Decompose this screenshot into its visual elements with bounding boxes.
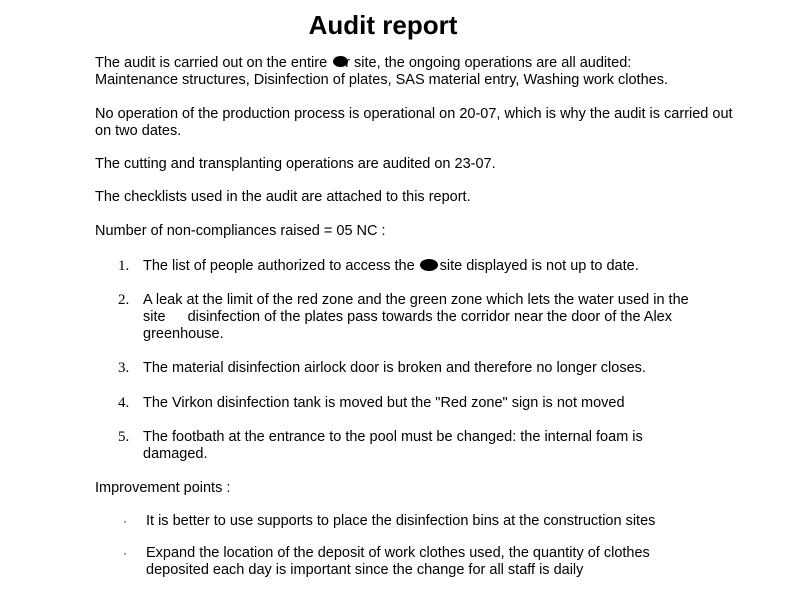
improvement-item-text: [146, 545, 716, 579]
intro-paragraph: [95, 55, 735, 89]
nc-item-number: 1.: [118, 258, 130, 274]
nc-item-5-line1: The footbath at the entrance to the pool must be changed: the internal foam is: [143, 429, 643, 445]
nc-item-number: 5.: [118, 429, 130, 445]
intro-text-line2: Maintenance structures, Disinfection of plates, SAS material entry, Washing work clothes.: [95, 72, 668, 88]
nc-item-1-part1: The list of people authorized to access the: [143, 258, 415, 274]
improvement-item-text: It is better to use supports to place the disinfection bins at the construction sites: [146, 513, 656, 529]
redaction-mark: [420, 259, 438, 271]
nc-item-text: [143, 258, 718, 275]
nc-item-text: [143, 429, 718, 463]
nc-count-paragraph: Number of non-compliances raised = 05 NC :: [95, 223, 386, 239]
intro-text-part1: The audit is carried out on the entire: [95, 55, 332, 71]
nc-item-text: The Virkon disinfection tank is moved but the "Red zone" sign is not moved: [143, 395, 625, 411]
improvement-heading: Improvement points :: [95, 480, 231, 496]
nc-item-2-line2a: site: [143, 309, 166, 325]
improvement-item-2-line2: deposited each day is important since the change for all staff is daily: [146, 562, 584, 578]
checklists-paragraph: The checklists used in the audit are attached to this report.: [95, 189, 471, 205]
intro-text-part2: r site, the ongoing operations are all audited:: [345, 55, 632, 71]
nc-item-text: [143, 292, 718, 343]
nc-item-number: 2.: [118, 292, 130, 308]
bullet-mark: ·: [123, 546, 127, 560]
nc-item-1-part2: site displayed is not up to date.: [439, 258, 639, 274]
cutting-paragraph: The cutting and transplanting operations are audited on 23-07.: [95, 156, 496, 172]
nc-item-2-line3: greenhouse.: [143, 326, 224, 342]
nc-item-number: 4.: [118, 395, 130, 411]
nc-item-text: The material disinfection airlock door is broken and therefore no longer closes.: [143, 360, 646, 376]
bullet-mark: ·: [123, 514, 127, 528]
nc-item-2-line2b: disinfection of the plates pass towards the corridor near the door of the Alex: [187, 309, 672, 325]
nc-item-5-line2: damaged.: [143, 446, 208, 462]
dates-paragraph: No operation of the production process is operational on 20-07, which is why the audit is carried out on two dates.: [95, 106, 733, 139]
improvement-item-2-line1: Expand the location of the deposit of work clothes used, the quantity of clothes: [146, 545, 650, 561]
nc-item-number: 3.: [118, 360, 130, 376]
nc-item-2-line1: A leak at the limit of the red zone and the green zone which lets the water used in the: [143, 292, 689, 308]
report-title: Audit report: [308, 10, 458, 40]
